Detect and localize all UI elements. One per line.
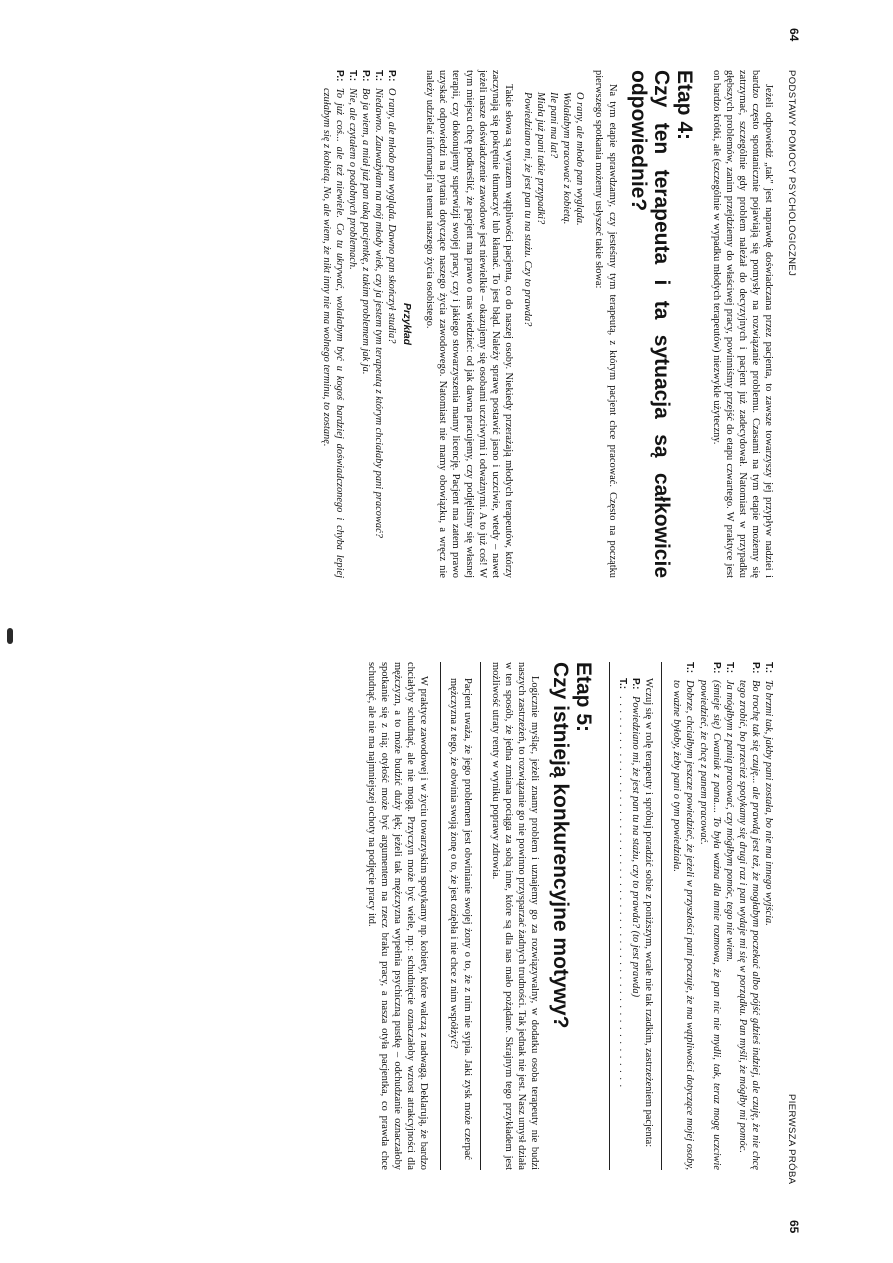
speaker-label: P.:	[359, 70, 371, 82]
quote-line: Miała już pani takie przypadki?	[535, 92, 547, 225]
dialog-line	[736, 662, 762, 1170]
dialog-line	[696, 662, 722, 1170]
page-number-right: 65	[787, 1220, 801, 1234]
dialog-text: (śmieje się) Cwaniak z pana.... To była ważna dla mnie rozmowa, że pan nic nie mydli, tak, teraz mogę uczciwie powiedzieć, że chcę z panem pracować.	[697, 680, 722, 1170]
dialog-text: Ja mógłbym z panią pracować, czy mógłbym pomóc, tego nie wiem.	[723, 680, 735, 962]
etap4-title: Czy ten terapeuta i ta sytuacja są całkowicie odpowiednie?	[626, 70, 673, 578]
dialog-text: Bo ja wiem, a miał już pan taką pacjentkę, z takim problemem jak ja.	[359, 88, 371, 375]
etap5-paragraph-2: W praktyce zawodowej i w życiu towarzyskim spotykamy np. kobiety, które walczą z nadwagą. Deklarują, że bardzo chciałyby schudnąć, ale nie mogą. Przyczyn może być wiele, np.: schudnięcie oznaczałoby wzrost atrakcyjności dla mężczyzn, a to może budzić duży lęk; jeżeli tak mężczyzna wypełnia psychiczną pustkę – odchudzanie oznaczałoby spotkanie się z nią; otyłość może być argumentem na rzecz braku pracy, a nasza otyła pacjentka, co prawda chce schudnąć, ale nie ma najmniejszej ochoty na podjęcie pracy itd.	[366, 662, 430, 1170]
dialog-text: Powiedziano mi, że jest pan tu na stażu, czy to prawda? (to jest prawda)	[630, 696, 642, 998]
speaker-label: T.:	[373, 70, 385, 82]
right-page	[0, 632, 893, 1263]
dialog-line	[616, 678, 629, 1160]
right-column	[365, 662, 775, 1170]
etap4-paragraph-1: Na tym etapie sprawdzamy, czy jesteśmy tym terapeutą, z którym pacjent chce pracować. Często na początku pierwszego spotkania możemy usłyszeć takie słowa:	[593, 70, 618, 578]
dialog-line	[670, 662, 696, 1170]
przyklad-heading: Przykład	[401, 303, 413, 345]
dialog-line	[320, 70, 346, 578]
dialog-text: Dobrze, chciałbym jeszcze powiedzieć, że jeżeli w przyszłości pani poczuje, że ma wątpliwości dotyczące mojej osoby, to ważne byłoby, żeby pani o tym powiedziała.	[671, 680, 696, 1170]
speaker-label: P.:	[630, 678, 642, 690]
dialog-line	[629, 678, 642, 1160]
dialog-line	[372, 70, 385, 578]
left-column	[320, 70, 775, 578]
running-head-left: PODSTAWY POMOCY PSYCHOLOGICZNEJ	[786, 70, 797, 277]
etap4-paragraph-2: Takie słowa są wyrazem wątpliwości pacjenta, co do naszej osoby. Niekiedy przerażają młodych terapeutów, którzy zaczynają się pokrętnie tłumaczyć lub kłamać. To jest błąd. Należy sprawę postawić jasno i uczciwie, wtedy – nawet jeżeli nasze doświadczenie zawodowe jest niewielkie – okazujemy się osobami uczciwymi i odważnymi. A to już coś! W tym miejscu chcę podkreślić, że pacjent ma prawo o nas wiedzieć: od jak dawna pracujemy, czy podjęliśmy się własnej terapii, czy dokonujemy superwizji swojej pracy, czy i jakiego stowarzyszenia mamy licencję. Pacjent ma zatem prawo uzyskać odpowiedzi na pytania dotyczące naszego życia zawodowego. Natomiast nie mamy obowiązku, a wręcz nie należy udzielać informacji na temat naszego życia osobistego.	[424, 70, 514, 578]
intro-paragraph: Jeżeli odpowiedź „tak" jest naprawdę doświadczana przez pacjenta, to zawsze towarzyszy jej przypływ nadziei i bardzo często spontanicznie pojawiają się pomysły na rozwiązanie problemu. Czasami na tym etapie możemy się zatrzymać, szczególnie gdy problem należał do decyzyjnych i pacjent już zadecydował. Natomiast w przypadku głębszych problemów, zanim przejdziemy do właściwej pracy, powinniśmy przejść do etapu czwartego. W praktyce jest on bardzo krótki, ale (szczególnie w wypadku młodych terapeutów) niezwykle użyteczny.	[710, 70, 774, 578]
dialog-line	[723, 662, 736, 1170]
quote-line: Wolałabym pracować z kobietą.	[561, 92, 573, 225]
dialog-text: Niedawno. Zauważyłam na mój młody wiek, czy ja jestem tym terapeutą z którym chciałaby pani pracować?	[373, 88, 385, 538]
exercise-1-dialog	[616, 678, 642, 1160]
speaker-label: T.:	[723, 662, 735, 674]
example-dialog	[320, 70, 399, 578]
etap4-heading	[627, 70, 696, 578]
exercise-box-2	[440, 662, 480, 1170]
dialog-text: Nie, ale czytałem o podobnych problemach.	[346, 88, 358, 270]
speaker-label: T.:	[617, 678, 629, 690]
speaker-label: T.:	[763, 662, 774, 674]
answer-blank-line: . . . . . . . . . . . . . . . . . . . . . . . . . . . . . . . . . . . . . . . . . . . . . . . . . . . . . . .	[617, 696, 629, 1089]
etap5-heading	[549, 662, 595, 1170]
dialog-text: Bo trochę tak się czuję... ale prawdą jest też, że mogłabym poczekać albo pójść gdzieś indziej, ale czuję, że nie chcę tego zrobić, bo przecież spotykamy się drugi raz i pan wydaje mi się w porządku. Pan myśli, że mógłby mi pomóc.	[736, 680, 761, 1170]
quote-list	[521, 92, 586, 578]
quote-line: O rany, ale młodo pan wygląda.	[574, 92, 586, 226]
dialog-line	[359, 70, 372, 578]
etap5-title: Czy istnieją konkurencyjne motywy?	[548, 662, 572, 1029]
exercise-box-1	[609, 662, 662, 1170]
dialog-line	[385, 70, 398, 578]
speaker-label: P.:	[386, 70, 398, 82]
speaker-label: P.:	[333, 70, 345, 82]
dialog-line	[762, 662, 775, 1170]
speaker-label: T.:	[346, 70, 358, 82]
page-number-left: 64	[787, 28, 801, 42]
etap5-paragraph-1: Logicznie myśląc, jeżeli znamy problem i uznajemy go za rozwiązywalny, w dodatku osoba terapeuty nie budzi naszych zastrzeżeń, to rozwiązanie go nie powinno przysparzać żadnych trudności. Tak jednak nie jest. Nasz umysł działa w ten sposób, że jedna zmiana pociąga za sobą inne, które są dla nas mało pożądane. Skrajnym tego przykładem jest możliwość utraty renty w wyniku poprawy zdrowia.	[489, 662, 540, 1170]
example-dialog-continued	[670, 662, 775, 1170]
exercise-2-text: Pacjent uważa, że jego problemem jest obwinianie swojej żony o to, że z nim nie sypia. Jaki zysk może czerpać mężczyzna z tego, że obwinia swoją żonę o to, że jest oziębła i nie chce z nim współżyć?	[448, 678, 473, 1160]
etap5-label: Etap 5:	[571, 662, 595, 733]
dialog-line	[346, 70, 359, 578]
speaker-label: P.:	[749, 662, 761, 674]
exercise-1-instruction: Wczuj się w rolę terapeuty i spróbuj poradzić sobie z poniższym, wcale nie tak rzadkim, zastrzeżeniem pacjenta:	[643, 678, 655, 1148]
dialog-text: O rany, ale młodo pan wygląda. Dawno pan skończył studia?	[386, 88, 398, 344]
quote-line: Ile pani ma lat?	[548, 92, 560, 159]
running-head-right: PIERWSZA PRÓBA	[786, 1094, 797, 1185]
dialog-text: To już coś... ale też niewiele. Co tu ukrywać, wolałabym być u kogoś bardziej doświadczonego i chyba lepiej czułabym się z kobietą. No, ale wiem, że nikt inny nie ma wolnego terminu, to zostanę.	[320, 88, 345, 578]
speaker-label: P.:	[710, 662, 722, 674]
etap4-label: Etap 4:	[672, 70, 696, 141]
quote-line: Powiedziano mi, że jest pan tu na stażu. Czy to prawda?	[521, 92, 533, 327]
speaker-label: T.:	[684, 662, 696, 674]
dialog-text: To brzmi tak, jakby pani została, bo nie ma innego wyjścia.	[763, 680, 774, 926]
